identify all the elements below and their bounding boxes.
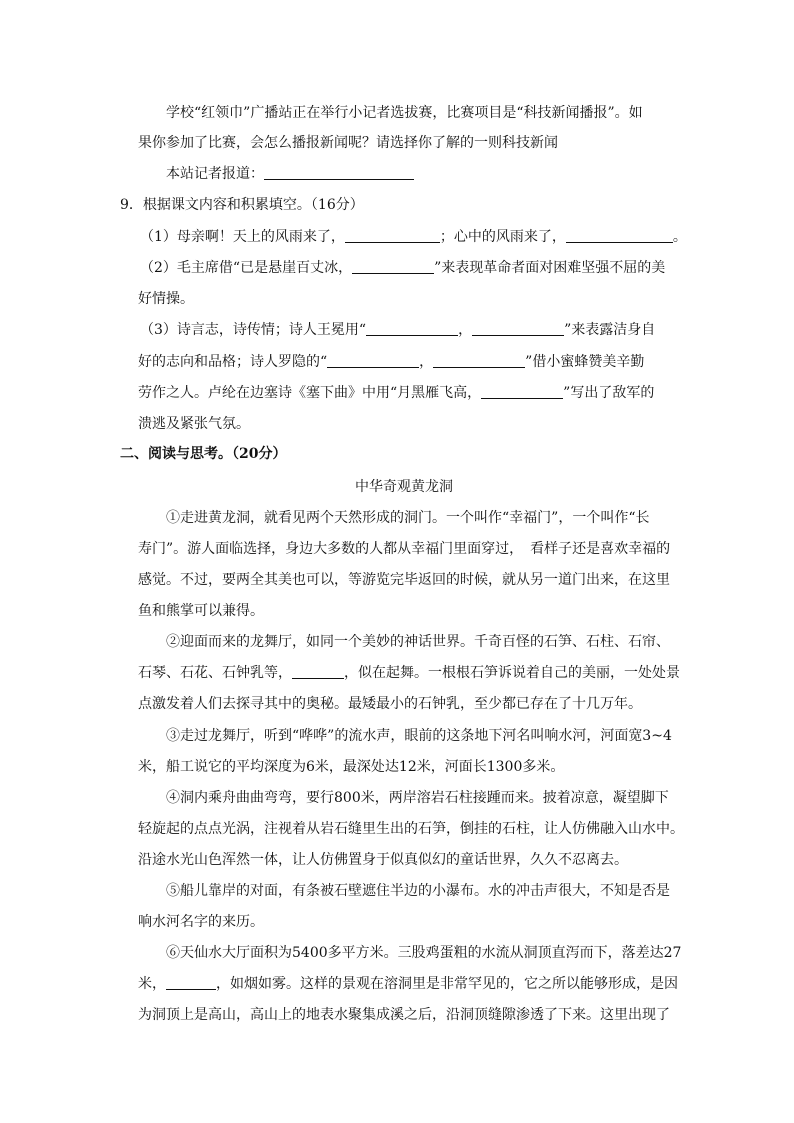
- text: 。: [672, 229, 687, 245]
- text: ①走进黄龙洞，就看见两个天然形成的洞门。一个叫作“幸福门”，一个叫作“长: [166, 510, 650, 526]
- para-line: [138, 694, 642, 714]
- blank-4[interactable]: [366, 321, 458, 336]
- text: 学校“红领巾”广播站正在举行小记者选拔赛，比赛项目是“科技新闻播报”。如: [166, 105, 643, 121]
- q9-item-3-cont-2: [138, 383, 654, 403]
- q9-item-2: [140, 258, 665, 278]
- blank-8[interactable]: [481, 384, 563, 399]
- text: 劳作之人。卢纶在边塞诗《塞下曲》中用“月黑雁飞高，: [138, 385, 482, 401]
- text: 轻旋起的点点光涡，注视着从岩石缝里生出的石笋，倒挂的石柱，让人仿佛融入山水中。: [138, 821, 684, 837]
- para-line: [138, 601, 264, 621]
- q9-item-3-cont-3: [138, 414, 250, 434]
- text: （3）诗言志，诗传情；诗人王冕用“: [140, 322, 367, 338]
- text: 沿途水光山色浑然一体，让人仿佛置身于似真似幻的童话世界，久久不忍离去。: [138, 852, 628, 868]
- reporter-label: 本站记者报道：: [166, 166, 264, 182]
- para-line: [166, 881, 670, 901]
- blank-1[interactable]: [345, 228, 440, 243]
- text: ，似在起舞。一根根石笋诉说着自己的美丽，一处处景: [344, 665, 680, 681]
- text: 点激发着人们去探寻其中的奥秘。最矮最小的石钟乳，至少都已存在了十几万年。: [138, 696, 642, 712]
- article-title: [355, 477, 453, 497]
- text: 米，: [138, 976, 166, 992]
- blank-2[interactable]: [566, 228, 673, 243]
- blank-9[interactable]: [292, 664, 344, 679]
- text: 二、阅读与思考。（20分）: [120, 446, 287, 462]
- para-line: [138, 570, 670, 590]
- text: 米，船工说它的平均深度为6米，最深处达12米，河面长1300多米。: [138, 759, 565, 775]
- q9-item-2-cont: [138, 289, 194, 309]
- q9-item-3: [140, 320, 655, 340]
- para-line: [138, 757, 564, 777]
- text: ”借小蜜蜂赞美辛勤: [525, 354, 645, 370]
- text: ，: [458, 322, 473, 338]
- text: 感觉。不过，要两全其美也可以，等游览完毕返回的时候，就从另一道门出来，在这里: [138, 572, 670, 588]
- text: ②迎面而来的龙舞厅，如同一个美妙的神话世界。千奇百怪的石笋、石柱、石帘、: [166, 634, 670, 650]
- text: ”来表露洁身自: [564, 322, 656, 338]
- text: ；心中的风雨来了，: [439, 229, 566, 245]
- para-line: [166, 632, 670, 652]
- text: ③走过龙舞厅，听到“哗哗”的流水声，眼前的这条地下河名叫响水河，河面宽3~4: [166, 728, 672, 744]
- blank-7[interactable]: [433, 353, 525, 368]
- q9-item-1: [140, 227, 687, 247]
- para-line: [166, 508, 649, 528]
- section2-heading: [120, 444, 286, 464]
- text: 鱼和熊掌可以兼得。: [138, 603, 264, 619]
- text: 为洞顶上是高山，高山上的地表水聚集成溪之后，沿洞顶缝隙渗透了下来。这里出现了: [138, 1007, 670, 1023]
- text: 溃逃及紧张气氛。: [138, 416, 250, 432]
- q9-title: [120, 195, 364, 215]
- reporter-line: [166, 164, 414, 184]
- para-line: [138, 974, 678, 994]
- text: ”写出了敌军的: [563, 385, 655, 401]
- text: ⑤船儿靠岸的对面，有条被石壁遮住半边的小瀑布。水的冲击声很大，不知是否是: [166, 883, 670, 899]
- intro-line-1: [166, 103, 643, 123]
- para-line: [166, 726, 672, 746]
- para-line: [138, 663, 680, 683]
- text: ④洞内乘舟曲曲弯弯，要行800米，两岸溶岩石柱接踵而来。披着凉意，凝望脚下: [166, 790, 669, 806]
- para-line: [138, 539, 670, 559]
- para-line: [138, 819, 684, 839]
- para-line: [166, 788, 669, 808]
- text: 石琴、石花、石钟乳等，: [138, 665, 292, 681]
- para-line: [138, 912, 264, 932]
- text: ，如烟如雾。这样的景观在溶洞里是非常罕见的，它之所以能够形成，是因: [216, 976, 678, 992]
- text: 好的志向和品格；诗人罗隐的“: [138, 354, 328, 370]
- blank-5[interactable]: [472, 321, 564, 336]
- text: （2）毛主席借“已是悬崖百丈冰，: [140, 260, 353, 276]
- para-line: [166, 943, 681, 963]
- para-line: [138, 1005, 670, 1025]
- text: 果你参加了比赛，会怎么播报新闻呢？请选择你了解的一则科技新闻: [138, 135, 558, 151]
- text: 9．根据课文内容和积累填空。（16分）: [120, 197, 364, 213]
- intro-line-2: [138, 133, 558, 153]
- q9-item-3-cont-1: [138, 352, 644, 372]
- text: ”来表现革命者面对困难坚强不屈的美: [434, 260, 666, 276]
- blank-6[interactable]: [327, 353, 419, 368]
- text: 寿门”。游人面临选择，身边大多数的人都从幸福门里面穿过， 看样子还是喜欢幸福的: [138, 541, 671, 557]
- blank-3[interactable]: [352, 259, 434, 274]
- text: （1）母亲啊！天上的风雨来了，: [140, 229, 345, 245]
- reporter-blank[interactable]: [264, 165, 414, 180]
- text: 响水河名字的来历。: [138, 914, 264, 930]
- text: ⑥天仙水大厅面积为5400多平方米。三股鸡蛋粗的水流从洞顶直泻而下，落差达27: [166, 945, 682, 961]
- blank-10[interactable]: [166, 975, 216, 990]
- text: 中华奇观黄龙洞: [355, 479, 453, 495]
- para-line: [138, 850, 628, 870]
- text: 好情操。: [138, 291, 194, 307]
- text: ，: [419, 354, 434, 370]
